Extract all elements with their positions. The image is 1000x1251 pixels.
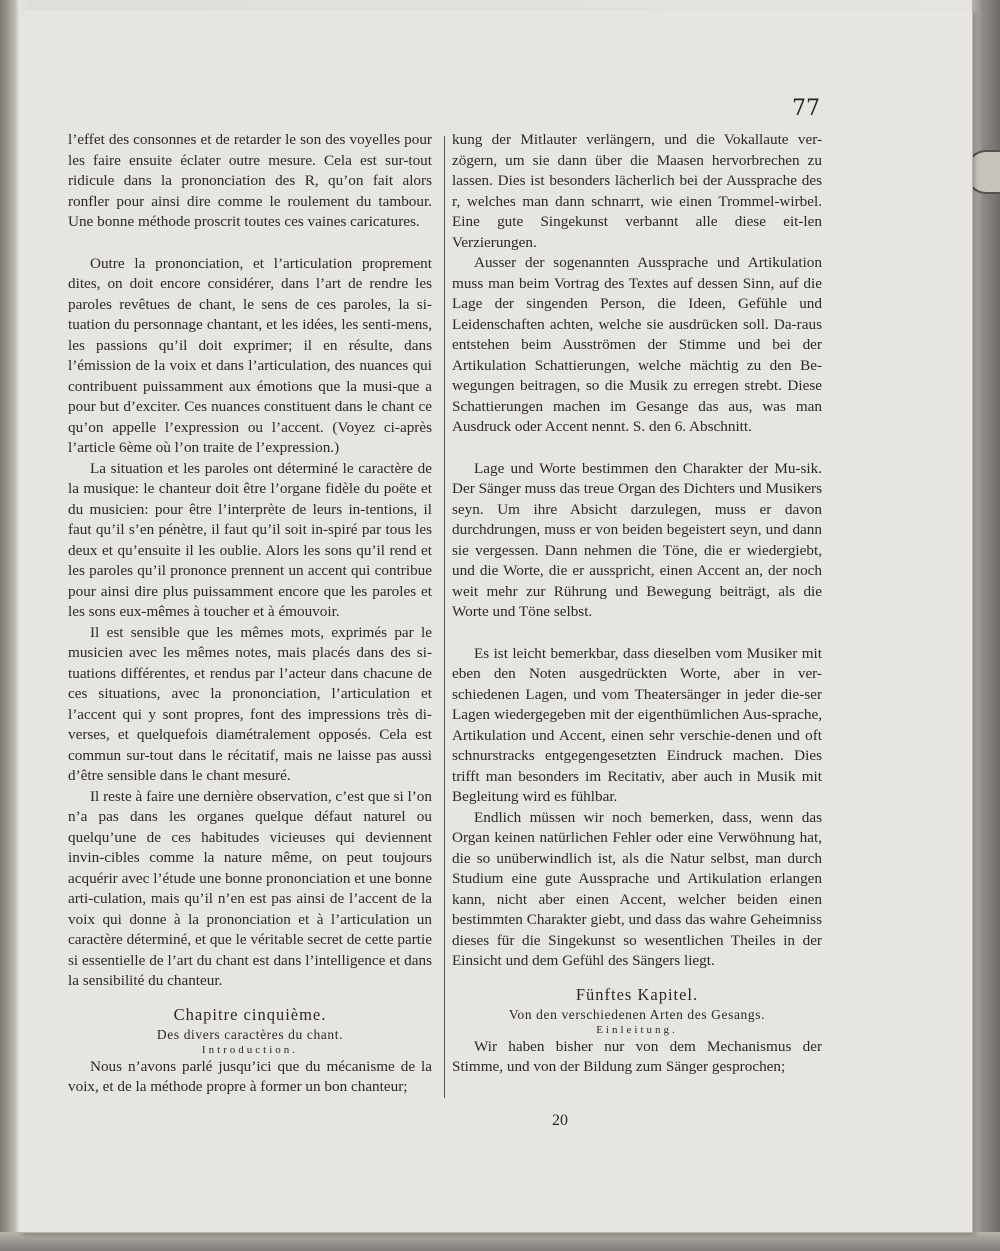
paragraph-fr-5: Il reste à faire une dernière observation, c’est que si l’on n’a pas dans les organes quelque défaut naturel ou quelqu’une de ces habitudes vicieuses qui deviennent invin-cibles comme la nature même, on peut toujours acquérir avec l’étude une bonne prononciation et une bonne arti-culation, mais qu’il n’en est pas ainsi de l’accent de la voix qui donne à la prononciation et à l’articulation un caractère déterminé, et que le véritable secret de cette partie si essentielle de l’art du chant est dans l’intelligence et dans la sensibilité du chanteur. xyxy=(68,787,432,989)
paragraph-fr-1: l’effet des consonnes et de retarder le son des voyelles pour les faire ensuite éclater outre mesure. Cela est sur-tout ridicule dans la prononciation des R, qu’on fait alors ronfler pour ainsi dire comme le roulement du tambour. Une bonne méthode proscrit toutes ces vaines caricatures. xyxy=(68,131,432,230)
chapter-subtitle-fr: Des divers caractères du chant. xyxy=(156,1026,344,1042)
paragraph-fr-6: Nous n’avons parlé jusqu’ici que du mécanisme de la voix, et de la méthode propre à former un bon chanteur; xyxy=(68,1057,432,1095)
chapter-title-de: Fünftes Kapitel. xyxy=(575,984,699,1004)
left-column-french xyxy=(68,130,432,1098)
book-edge-bottom xyxy=(0,1232,1000,1251)
page-number: 77 xyxy=(792,96,820,121)
chapter-subtitle-de: Von den verschiedenen Arten des Gesangs. xyxy=(508,1006,766,1022)
paragraph-de-2: Ausser der sogenannten Aussprache und Artikulation muss man beim Vortrag des Textes auf dessen Sinn, auf die Lage der singenden Person, die Ideen, Gefühle und Leidenschaften achten, welche sie ausdrücken soll. Da-raus entstehen beim Ausströmen der Stimme und bei der Artikulation Schattierungen, welche mächtig zu den Be-wegungen beitragen, so die Musik zu erregen strebt. Diese Schattierungen machen im Gesange das aus, was man Ausdruck oder Accent nennt. S. den 6. Abschnitt. xyxy=(452,254,822,435)
chapter-intro-fr: Introduction. xyxy=(201,1043,299,1056)
right-column-german xyxy=(452,130,822,1078)
paragraph-fr-3: La situation et les paroles ont déterminé le caractère de la musique: le chanteur doit être l’organe fidèle du poëte et du musicien: pour être l’interprète de leurs in-tentions, il faut qu’il s’en pénètre, il faut qu’il soit in-spiré par tous les deux et qu’ensuite il les oublie. Alors les sons qu’il rend et les paroles qu’il prononce prennent un accent qui contribue pour ainsi dire plus puissamment encore que les paroles et les sons eux-mêmes à toucher et à émouvoir. xyxy=(68,459,432,620)
paragraph-fr-2: Outre la prononciation, et l’articulation proprement dites, on doit encore considérer, dans l’art de rendre les paroles revêtues de chant, le sens de ces paroles, la si-tuation du personnage chantant, et les idées, les senti-mens, les passions qu’il doit exprimer; il en résulte, dans l’émission de la voix et dans l’articulation, des nuances qui contribuent puissamment aux émotions que la musi-que a pour but d’exciter. Ces nuances constituent dans le chant ce qu’on appelle l’expression ou l’accent. (Voyez ci-après l’article 6ème où l’on traite de l’expression.) xyxy=(68,254,432,456)
paragraph-de-6: Wir haben bisher nur von dem Mechanismus der Stimme, und von der Bildung zum Sänger gesprochen; xyxy=(452,1037,822,1075)
paragraph-fr-4: Il est sensible que les mêmes mots, exprimés par le musicien avec les mêmes notes, mais placés dans des si-tuations différentes, et rendus par l’acteur dans chacune de ces situations, avec la prononciation, l’articulation et l’accent qui y sont propres, font des impressions très di-verses, et quelquefois diamétralement opposés. Cela est commun sur-tout dans le récitatif, mais ne laisse pas aussi d’être sensible dans le chant mesuré. xyxy=(68,623,432,784)
column-divider xyxy=(444,136,445,1098)
paragraph-de-4: Es ist leicht bemerkbar, dass dieselben vom Musiker mit eben den Noten ausgedrückten Worte, aber in ver-schiedenen Lagen, und vom Theatersänger in jeder die-ser Lagen wiedergegeben mit der eigenthümlichen Aus-sprache, Artikulation und Accent, einen sehr verschie-denen und oft schnurstracks entgegengesetzten Eindruck machen. Dies trifft man besonders im Recitativ, aber auch in Musik mit Begleitung wird es fühlbar. xyxy=(452,644,822,805)
paragraph-de-3: Lage und Worte bestimmen den Charakter der Mu-sik. Der Sänger muss das treue Organ des Dichters und Musikers seyn. Um ihre Absicht darzulegen, muss er davon durchdrungen, muss er von beiden begeistert seyn, und dann sie vergessen. Dann nehmen die Töne, die er wiedergiebt, und die Worte, die er ausspricht, einen Accent an, der noch weit mehr zur Rührung und Bewegung beiträgt, als die Worte und Töne selbst. xyxy=(452,459,822,620)
folio-signature: 20 xyxy=(552,1112,568,1129)
paragraph-de-5: Endlich müssen wir noch bemerken, dass, wenn das Organ keinen natürlichen Fehler oder eine Verwöhnung hat, die so unüberwindlich ist, als die Natur selbst, man durch Studium eine gute Aussprache und Artikulation erlangen kann, nicht aber einen Accent, welcher beiden einen bestimmten Charakter giebt, und dass das wahre Geheimniss dieses für die Singekunst so wesentlichen Theiles in der Einsicht und dem Gefühl des Sängers liegt. xyxy=(452,808,822,969)
chapter-title-fr: Chapitre cinquième. xyxy=(173,1004,327,1024)
chapter-intro-de: Einleitung. xyxy=(596,1023,678,1036)
paragraph-de-1: kung der Mitlauter verlängern, und die Vokallaute ver-zögern, um sie dann über die Maasen hervorbrechen zu lassen. Dies ist besonders lächerlich bei der Aussprache des r, welches man dann schnarrt, wie einen Trommel-wirbel. Eine gute Singekunst verbannt alle diese eit-len Verzierungen. xyxy=(452,131,822,251)
